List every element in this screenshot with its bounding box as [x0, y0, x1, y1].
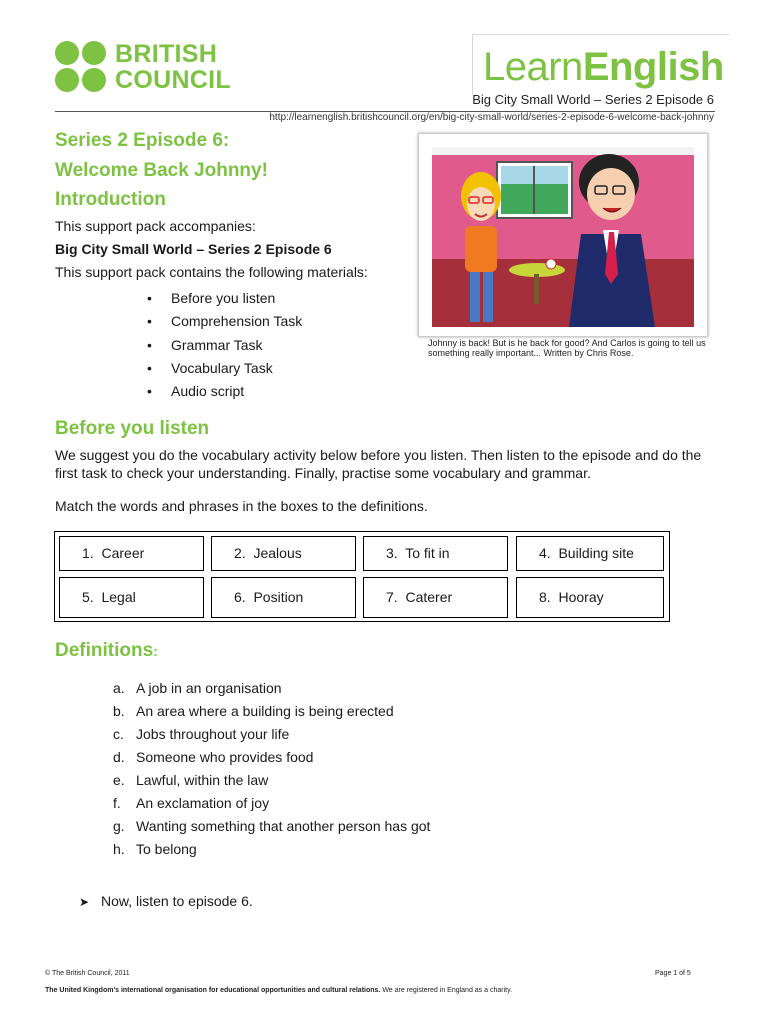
list-item: • Comprehension Task: [147, 310, 302, 333]
english-text: English: [582, 45, 724, 89]
list-item: e. Lawful, within the law: [113, 772, 269, 788]
before-paragraph-line2: first task to check your understanding. Finally, practise some vocabulary and grammar.: [55, 465, 591, 481]
illustration-caption: Johnny is back! But is he back for good? And Carlos is going to tell us something really important... Written by Chris Rose.: [428, 338, 706, 358]
word-cell: 6. Position: [211, 577, 356, 618]
word-cell: 8. Hooray: [516, 577, 664, 618]
logo-dots-icon: [55, 41, 107, 93]
word-cell: 4. Building site: [516, 536, 664, 571]
definitions-heading: Definitions:: [55, 640, 158, 661]
list-item: f. An exclamation of joy: [113, 795, 270, 811]
brand-line2: COUNCIL: [115, 66, 231, 94]
brand-line1: BRITISH: [115, 40, 218, 68]
brand-name: [115, 41, 231, 93]
episode-illustration: [418, 133, 708, 337]
contains-text: This support pack contains the following materials:: [55, 264, 368, 280]
episode-title-line1: Series 2 Episode 6:: [55, 130, 230, 151]
materials-list: [147, 287, 302, 403]
list-item: • Audio script: [147, 380, 302, 403]
list-item: c. Jobs throughout your life: [113, 726, 290, 742]
list-item: h. To belong: [113, 841, 197, 857]
arrow-bullet-icon: ➤: [79, 895, 90, 909]
list-item: • Vocabulary Task: [147, 357, 302, 380]
introduction-heading: Introduction: [55, 189, 166, 210]
list-item: g. Wanting something that another person has got: [113, 818, 431, 834]
now-listen-item: ➤ Now, listen to episode 6.: [79, 893, 253, 909]
before-paragraph-line1: We suggest you do the vocabulary activity below before you listen. Then listen to the episode and do the: [55, 447, 702, 463]
footer-copyright: © The British Council, 2011: [45, 970, 130, 977]
cartoon-image: [419, 134, 707, 336]
match-instruction: Match the words and phrases in the boxes to the definitions.: [55, 498, 428, 514]
episode-title-line2: Welcome Back Johnny!: [55, 160, 268, 181]
list-item: • Grammar Task: [147, 334, 302, 357]
word-cell: 3. To fit in: [363, 536, 508, 571]
word-cell: 7. Caterer: [363, 577, 508, 618]
list-item: b. An area where a building is being erected: [113, 703, 394, 719]
source-url: http://learnenglish.britishcouncil.org/en/big-city-small-world/series-2-episode-6-welcome-back-johnny: [269, 112, 714, 123]
header-subtitle: Big City Small World – Series 2 Episode 6: [472, 92, 714, 107]
word-cell: 1. Career: [59, 536, 204, 571]
footer-page-number: Page 1 of 5: [655, 970, 691, 977]
accompanies-text: This support pack accompanies:: [55, 218, 256, 234]
list-item: d. Someone who provides food: [113, 749, 314, 765]
learn-text: Learn: [483, 45, 583, 89]
footer-mission: The United Kingdom's international organisation for educational opportunities and cultural relations. We are registered in England as a charity.: [45, 987, 513, 994]
list-item: • Before you listen: [147, 287, 302, 310]
learnenglish-logo: [483, 45, 724, 89]
episode-name: Big City Small World – Series 2 Episode 6: [55, 241, 332, 257]
vocabulary-table: [54, 531, 670, 622]
list-item: a. A job in an organisation: [113, 680, 282, 696]
word-cell: 5. Legal: [59, 577, 204, 618]
before-you-listen-heading: Before you listen: [55, 418, 210, 439]
word-cell: 2. Jealous: [211, 536, 356, 571]
definitions-list: [113, 677, 430, 861]
